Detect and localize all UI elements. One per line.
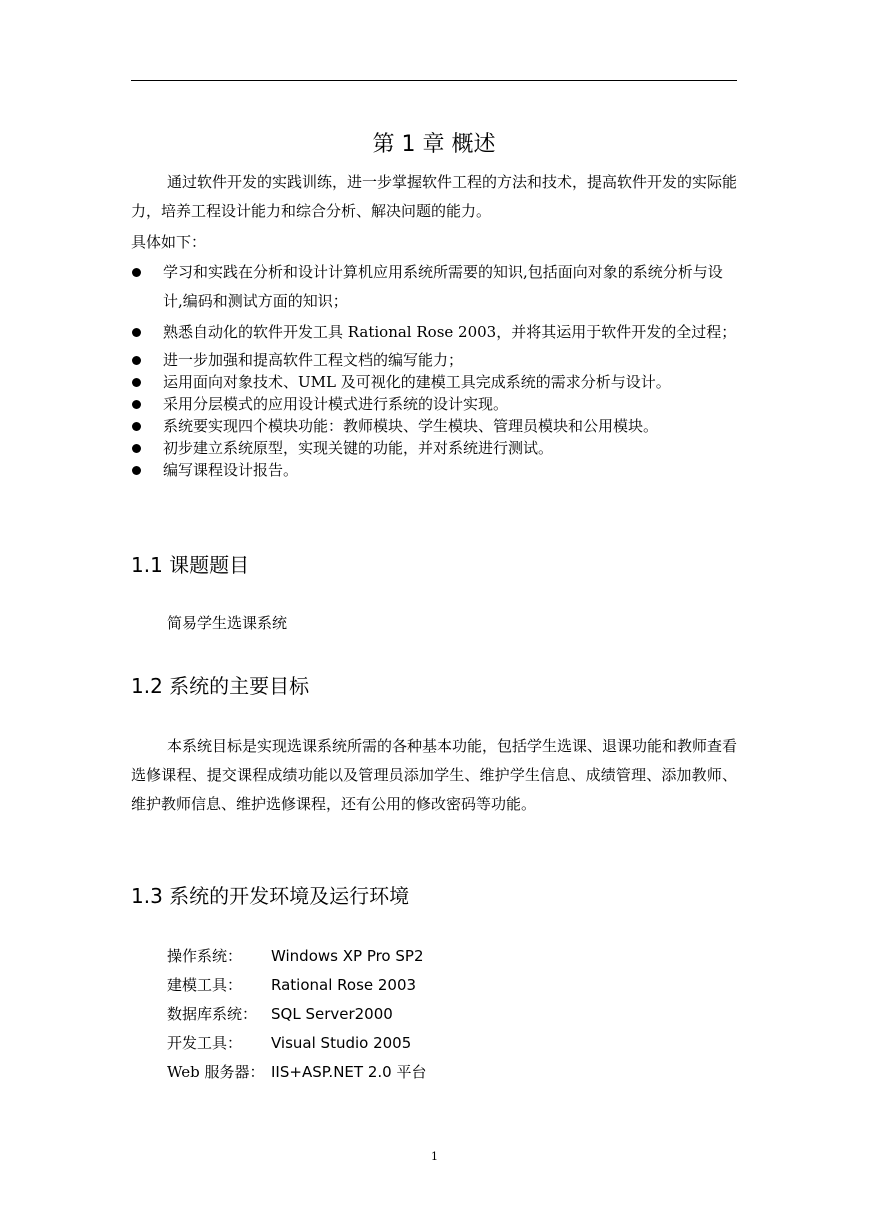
intro-paragraph: 通过软件开发的实践训练，进一步掌握软件工程的方法和技术，提高软件开发的实际能力，培养工程设计能力和综合分析、解决问题的能力。 [131,173,738,220]
page-number: 1 [431,1150,438,1163]
list-item-text: 运用面向对象技术、UML 及可视化的建模工具完成系统的需求分析与设计。 [163,373,671,391]
environment-row [167,971,426,1000]
bullet-dot-icon [132,328,141,337]
bullet-dot-icon [132,400,141,409]
bullet-dot-icon [132,444,141,453]
environment-label: 开发工具： [167,1034,243,1052]
bullet-dot-icon [132,356,141,365]
section-title: 1.3 系统的开发环境及运行环境 [131,884,410,908]
environment-value: Rational Rose 2003 [271,976,417,994]
environment-row [167,1029,426,1058]
chapter-title: 第 1 章 概述 [372,132,496,157]
details-label: 具体如下： [131,233,207,251]
list-item [131,371,737,393]
list-item [131,393,737,415]
environment-row [167,1000,426,1029]
list-item-text: 学习和实践在分析和设计计算机应用系统所需要的知识,包括面向对象的系统分析与设计,编码和测试方面的知识； [163,263,723,310]
environment-value: Windows XP Pro SP2 [271,947,424,965]
bullet-dot-icon [132,378,141,387]
bullet-dot-icon [132,466,141,475]
list-item [131,437,737,459]
list-item [131,349,737,371]
list-item [131,415,737,437]
environment-list [167,942,426,1087]
list-item-text: 熟悉自动化的软件开发工具 Rational Rose 2003，并将其运用于软件开发的全过程； [163,323,737,341]
environment-label: Web 服务器： [167,1063,265,1081]
environment-label: 数据库系统： [167,1005,258,1023]
list-item-text: 编写课程设计报告。 [163,461,299,479]
environment-value: IIS+ASP.NET 2.0 平台 [271,1063,427,1081]
environment-value: Visual Studio 2005 [271,1034,412,1052]
goals-paragraph: 本系统目标是实现选课系统所需的各种基本功能，包括学生选课、退课功能和教师查看选修课程、提交课程成绩功能以及管理员添加学生、维护学生信息、成绩管理、添加教师、维护教师信息、维护选修课程，还有公用的修改密码等功能。 [131,737,738,813]
project-title-text: 简易学生选课系统 [167,614,288,632]
list-item-text: 进一步加强和提高软件工程文档的编写能力； [163,351,464,369]
environment-value: SQL Server2000 [271,1005,393,1023]
bullet-dot-icon [132,422,141,431]
list-item [131,258,737,316]
list-item [131,318,737,347]
environment-row [167,1058,426,1087]
environment-label: 建模工具： [167,976,243,994]
objectives-list [131,258,737,481]
bullet-dot-icon [132,268,141,277]
environment-label: 操作系统： [167,947,243,965]
header-rule [131,80,737,81]
list-item-text: 初步建立系统原型，实现关键的功能，并对系统进行测试。 [163,439,554,457]
section-title: 1.1 课题题目 [131,553,250,577]
section-title: 1.2 系统的主要目标 [131,674,310,698]
list-item [131,459,737,481]
list-item-text: 采用分层模式的应用设计模式进行系统的设计实现。 [163,395,509,413]
environment-row [167,942,426,971]
list-item-text: 系统要实现四个模块功能：教师模块、学生模块、管理员模块和公用模块。 [163,417,659,435]
